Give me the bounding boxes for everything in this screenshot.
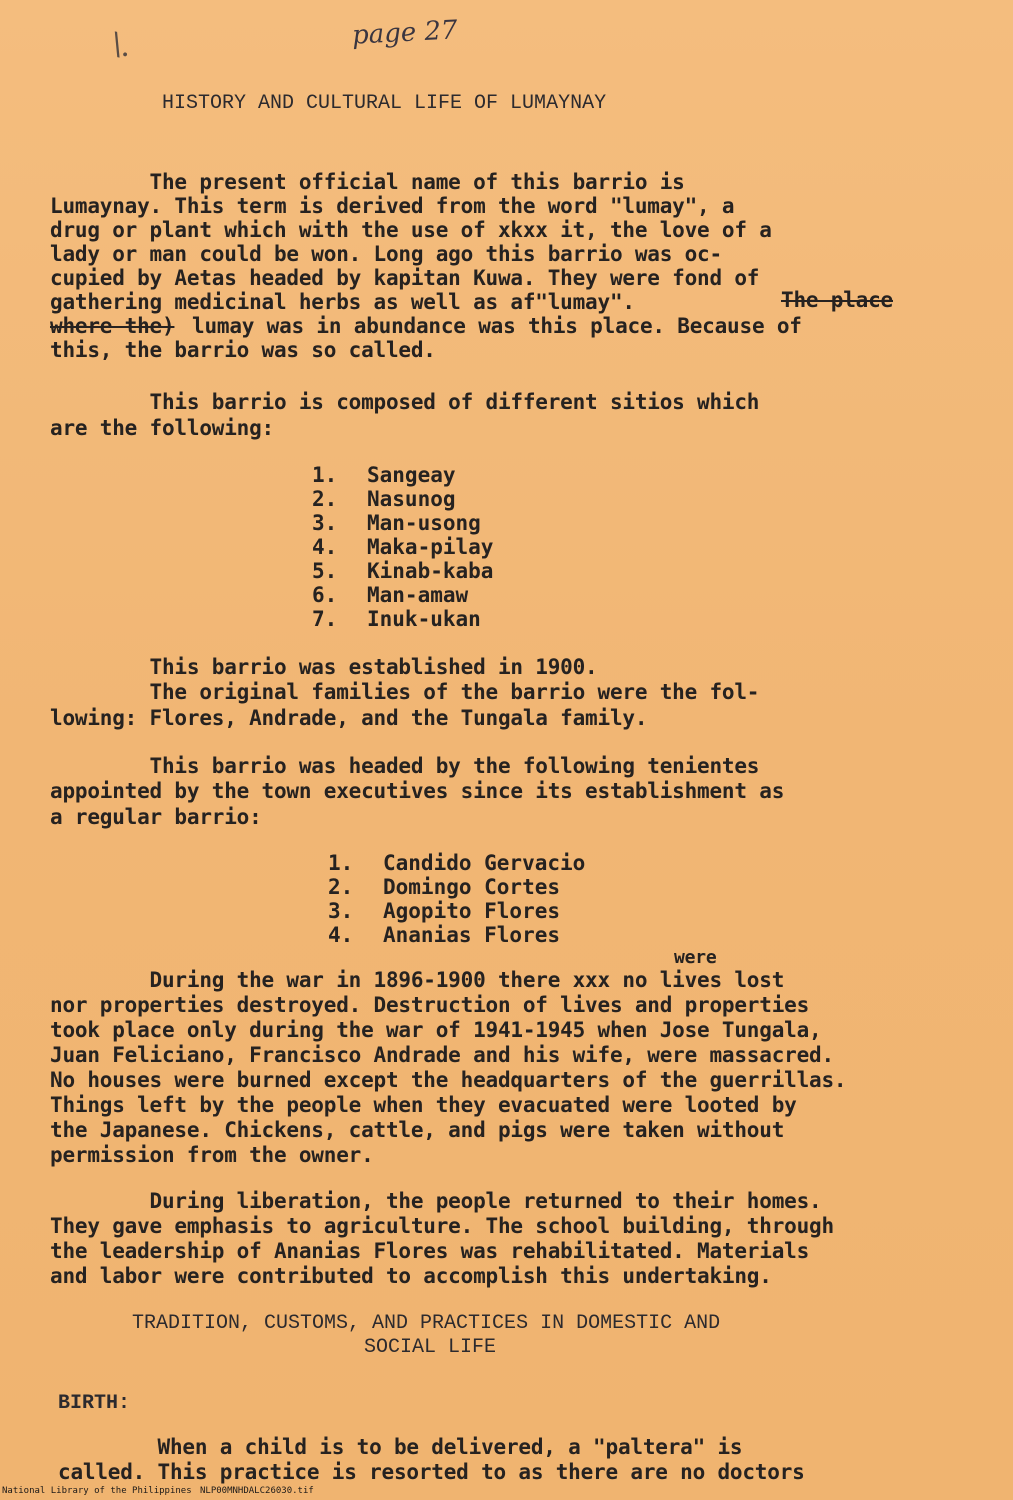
para5-line-8: permission from the owner. (50, 1143, 374, 1167)
list-item: 2. Domingo Cortes (328, 875, 561, 899)
para4-line-2: appointed by the town executives since its establishment as (50, 779, 785, 803)
list-item: 4. Ananias Flores (328, 923, 561, 947)
para5-line-7: the Japanese. Chickens, cattle, and pigs were taken without (50, 1118, 785, 1142)
para6-line-1: During liberation, the people returned to their homes. (50, 1189, 822, 1213)
para2-line-2: are the following: (50, 416, 274, 440)
list-item: 1. Candido Gervacio (328, 851, 586, 875)
list-item: 3. Man-usong (312, 511, 481, 535)
para1-line-6: gathering medicinal herbs as well as af"lumay". (50, 290, 635, 314)
para1-line-4: lady or man could be won. Long ago this barrio was oc- (50, 242, 722, 266)
para5-line-6: Things left by the people when they evacuated were looted by (50, 1093, 797, 1117)
list-item: 7. Inuk-ukan (312, 607, 481, 631)
para2-line-1: This barrio is composed of different sitios which (50, 390, 760, 414)
para6-line-3: the leadership of Ananias Flores was rehabilitated. Materials (50, 1239, 810, 1263)
para1-line-8: this, the barrio was so called. (50, 338, 436, 362)
para7-line-1: When a child is to be delivered, a "paltera" is (58, 1435, 743, 1459)
para4-line-3: a regular barrio: (50, 805, 262, 829)
strikethrough-text-a: The place (781, 288, 893, 312)
birth-heading: BIRTH: (58, 1392, 131, 1415)
para6-line-4: and labor were contributed to accomplish this undertaking. (50, 1264, 772, 1288)
para5-line-2: nor properties destroyed. Destruction of lives and properties (50, 993, 810, 1017)
footer-filename: NLP00MNHDALC26030.tif (200, 1486, 314, 1496)
para1-line-1: The present official name of this barrio is (50, 170, 685, 194)
list-item: 4. Maka-pilay (312, 535, 494, 559)
para1-line-3: drug or plant which with the use of xkxx it, the love of a (50, 218, 772, 242)
page-number-annotation: page 27 (351, 15, 459, 51)
para1-line-2: Lumaynay. This term is derived from the word "lumay", a (50, 194, 735, 218)
list-item: 6. Man-amaw (312, 583, 469, 607)
para5-line-5: No houses were burned except the headquarters of the guerrillas. (50, 1068, 847, 1092)
list-item: 1. Sangeay (312, 463, 456, 487)
list-item: 2. Nasunog (312, 487, 456, 511)
para5-line-4: Juan Feliciano, Francisco Andrade and his wife, were massacred. (50, 1043, 834, 1067)
strikethrough-text-b: where the) (50, 314, 175, 338)
para3-line-2: The original families of the barrio were the fol- (50, 680, 760, 704)
para3-line-3: lowing: Flores, Andrade, and the Tungala family. (50, 706, 648, 730)
para4-line-1: This barrio was headed by the following tenientes (50, 754, 760, 778)
para6-line-2: They gave emphasis to agriculture. The school building, through (50, 1214, 834, 1238)
para5-line-1: During the war in 1896-1900 there xxx no lives lost (50, 968, 785, 992)
para1-line-5: cupied by Aetas headed by kapitan Kuwa. They were fond of (50, 266, 760, 290)
insertion-word: were (674, 947, 717, 968)
para1-line-7: lumay was in abundance was this place. Because of (192, 314, 802, 338)
footer-library: National Library of the Philippines (2, 1486, 192, 1496)
document-title: HISTORY AND CULTURAL LIFE OF LUMAYNAY (162, 92, 607, 115)
para5-line-3: took place only during the war of 1941-1945 when Jose Tungala, (50, 1018, 822, 1042)
list-item: 5. Kinab-kaba (312, 559, 494, 583)
margin-mark: \. (108, 26, 136, 65)
section-heading-line-2: SOCIAL LIFE (364, 1336, 497, 1359)
para3-line-1: This barrio was established in 1900. (50, 655, 598, 679)
list-item: 3. Agopito Flores (328, 899, 561, 923)
section-heading-line-1: TRADITION, CUSTOMS, AND PRACTICES IN DOMESTIC AND (132, 1312, 721, 1335)
para7-line-2: called. This practice is resorted to as there are no doctors (58, 1460, 805, 1484)
